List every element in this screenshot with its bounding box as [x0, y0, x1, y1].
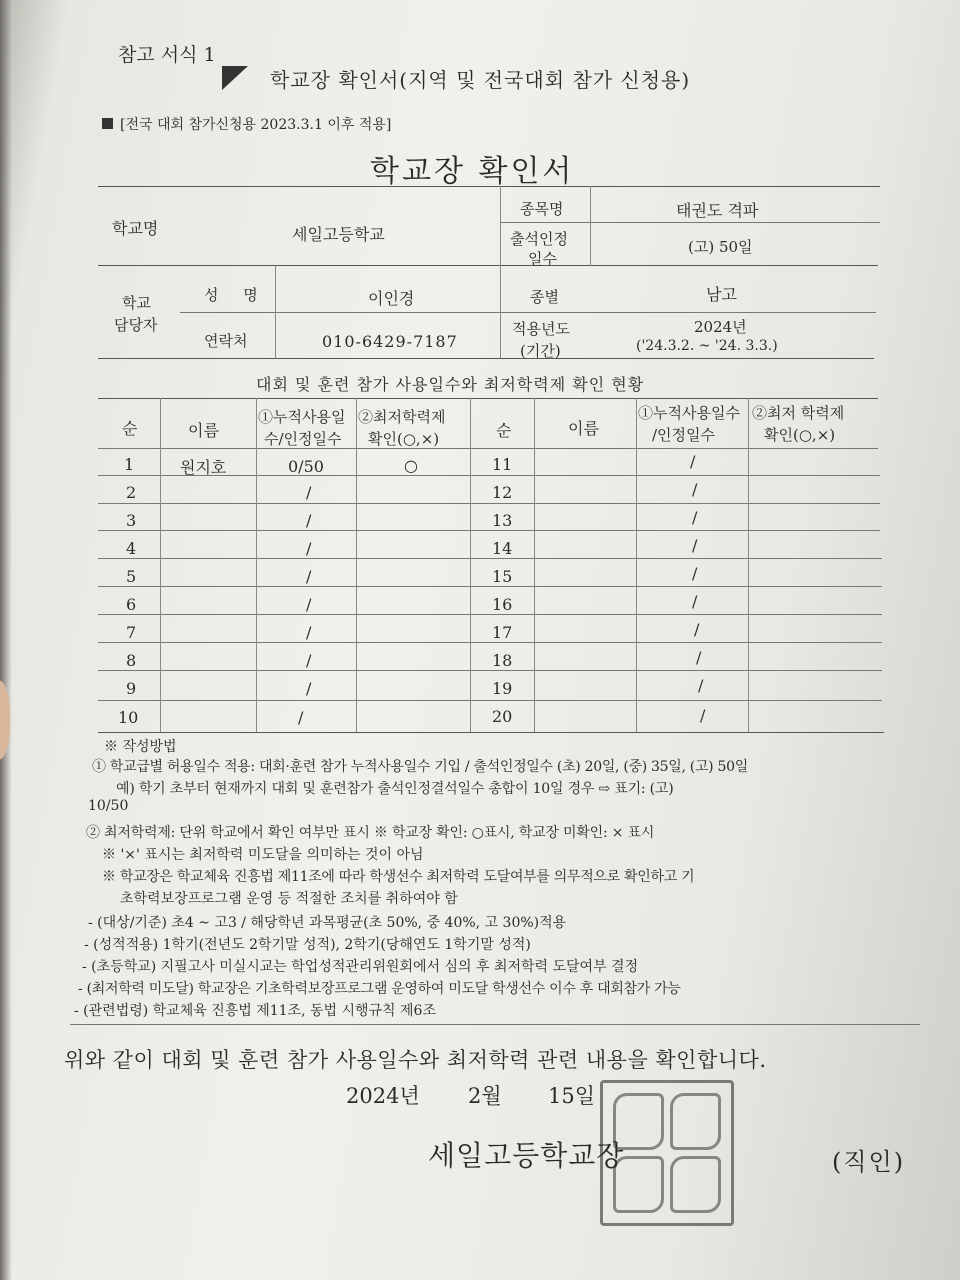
form-title: 학교장 확인서(지역 및 전국대회 참가 신청용) [270, 68, 691, 92]
cell-no-right: 14 [492, 539, 513, 558]
table-row-line [98, 530, 880, 531]
th-check-1: ②최저학력제 [358, 408, 446, 426]
table-row-line [98, 503, 880, 504]
cell-check: ○ [404, 456, 418, 475]
cell-days: / [306, 651, 312, 670]
notes-bottom-border [70, 1024, 920, 1025]
table-row-line [98, 700, 882, 701]
info-top-border [98, 186, 880, 187]
th-days-right-2: /인정일수 [652, 426, 716, 444]
year-value: 2024년 [694, 318, 747, 336]
cell-days-right: / [690, 452, 696, 471]
name-label: 성 명 [204, 286, 268, 304]
cell-days-right: / [692, 536, 698, 555]
note-2d: 초학력보장프로그램 운영 등 적절한 조치를 취하여야 함 [120, 891, 458, 907]
attend-value: (고) 50일 [688, 238, 753, 256]
cell-days: / [306, 623, 312, 642]
info-line [180, 312, 876, 313]
cell-days: / [306, 567, 312, 586]
year-label-2: (기간) [520, 342, 561, 360]
table-row-line [98, 586, 882, 587]
staff-label-2: 담당자 [114, 316, 158, 334]
attend-label-2: 일수 [528, 250, 557, 268]
table-row-line [98, 670, 882, 671]
cell-no-right: 15 [492, 567, 513, 586]
sub-note: [전국 대회 참가신청용 2023.3.1 이후 적용] [120, 117, 392, 133]
cell-no: 1 [124, 455, 135, 474]
note-1c: 10/50 [88, 798, 129, 814]
cell-days-right: / [696, 648, 702, 667]
th-check-right-2: 확인(○,×) [764, 426, 836, 444]
th-days-1: ①누적사용일 [258, 408, 346, 426]
event-label: 종목명 [520, 200, 564, 218]
cell-no-right: 17 [492, 623, 513, 642]
cell-days: / [306, 595, 312, 614]
note-1b: 예) 학기 초부터 현재까지 대회 및 훈련참가 출석인정결석일수 총합이 10일 경우 ⇨ 표기: (고) [116, 781, 674, 797]
cell-no-right: 19 [492, 679, 513, 698]
school-label: 학교명 [112, 219, 159, 238]
cell-days: / [306, 679, 312, 698]
table-caption: 대회 및 훈련 참가 사용일수와 최저학력제 확인 현황 [256, 375, 645, 394]
table-top-border [98, 398, 878, 399]
th-check-2: 확인(○,×) [368, 430, 440, 448]
cell-no: 5 [126, 567, 137, 586]
note-2b: ※ '×' 표시는 최저학력 미도달을 의미하는 것이 아님 [102, 847, 424, 863]
confirmation-statement: 위와 같이 대회 및 훈련 참가 사용일수와 최저학력 관련 내용을 확인합니다. [64, 1048, 767, 1072]
cell-no-right: 12 [492, 483, 513, 502]
cell-days: / [306, 539, 312, 558]
cell-no-right: 20 [492, 707, 513, 726]
contact-value: 010-6429-7187 [322, 332, 458, 351]
date-year: 2024년 [346, 1084, 420, 1108]
date-month: 2월 [468, 1084, 502, 1108]
table-col-divider [356, 398, 357, 732]
info-line [98, 265, 878, 266]
cell-no: 2 [126, 483, 137, 502]
cell-no-right: 11 [492, 455, 513, 474]
th-no: 순 [122, 419, 138, 438]
cell-no: 3 [126, 511, 137, 530]
cell-days-right: / [698, 676, 704, 695]
table-col-divider [160, 398, 161, 732]
th-days-2: 수/인정일수 [264, 430, 342, 448]
notes-heading: ※ 작성방법 [104, 739, 177, 755]
info-divider [275, 266, 276, 358]
signer: 세일고등학교장 [428, 1139, 625, 1172]
triangle-bullet-icon [222, 66, 248, 90]
table-header-border [98, 448, 878, 449]
seal-note: (직인) [832, 1148, 906, 1176]
detail-5: - (관련법령) 학교체육 진흥법 제11조, 동법 시행규칙 제6조 [74, 1003, 436, 1019]
table-col-divider [470, 398, 471, 732]
cell-no: 7 [126, 623, 137, 642]
detail-2: - (성적적용) 1학기(전년도 2학기말 성적), 2학기(당해연도 1학기말 성적) [84, 937, 531, 953]
cell-days-right: / [692, 508, 698, 527]
square-bullet-icon [102, 118, 113, 129]
category-value: 남고 [706, 285, 737, 304]
cell-days: / [306, 511, 312, 530]
attend-label-1: 출석인정 [510, 230, 568, 248]
category-label: 종별 [530, 288, 559, 306]
table-bottom-border [98, 732, 884, 733]
cell-days-right: / [692, 592, 698, 611]
cell-days: 0/50 [288, 457, 324, 476]
cell-days-right: / [692, 564, 698, 583]
form-reference: 참고 서식 1 [118, 44, 216, 66]
th-name: 이름 [188, 421, 219, 440]
table-col-divider [636, 398, 637, 732]
contact-label: 연락처 [204, 332, 248, 350]
cell-days-right: / [700, 706, 706, 725]
table-col-divider [256, 398, 257, 732]
cell-name: 원지호 [180, 458, 227, 477]
th-no-right: 순 [496, 421, 512, 440]
info-divider [590, 186, 591, 266]
name-value: 이인경 [368, 289, 415, 308]
detail-3: - (초등학교) 지필고사 미실시교는 학업성적관리위원회에서 심의 후 최저학력 도달여부 결정 [82, 959, 639, 975]
event-value: 태권도 격파 [676, 201, 759, 220]
cell-no: 4 [126, 539, 137, 558]
detail-4: - (최저학력 미도달) 학교장은 기초학력보장프로그램 운영하여 미도달 학생선수 이수 후 대회참가 가능 [78, 981, 681, 997]
cell-no: 8 [126, 651, 137, 670]
cell-no: 9 [126, 679, 137, 698]
note-1a: ① 학교급별 허용일수 적용: 대회·훈련 참가 누적사용일수 기입 / 출석인정일수 (초) 20일, (중) 35일, (고) 50일 [92, 759, 748, 775]
th-name-right: 이름 [568, 419, 599, 438]
year-label-1: 적용년도 [512, 320, 570, 338]
cell-no-right: 13 [492, 511, 513, 530]
cell-no: 10 [118, 708, 139, 727]
th-days-right-1: ①누적사용일수 [638, 404, 740, 422]
table-row-line [98, 614, 882, 615]
cell-days: / [306, 483, 312, 502]
th-check-right-1: ②최저 학력제 [752, 404, 845, 422]
cell-days-right: / [694, 620, 700, 639]
table-col-divider [534, 398, 535, 732]
main-title: 학교장 확인서 [370, 154, 575, 189]
staff-label-1: 학교 [122, 294, 151, 312]
cell-days: / [298, 708, 304, 727]
date-day: 15일 [548, 1084, 596, 1108]
cell-no-right: 18 [492, 651, 513, 670]
cell-days-right: / [692, 480, 698, 499]
table-row-line [98, 642, 882, 643]
cell-no-right: 16 [492, 595, 513, 614]
page-edge-shadow [0, 0, 12, 1280]
note-2a: ② 최저학력제: 단위 학교에서 확인 여부만 표시 ※ 학교장 확인: ○표시, 학교장 미확인: × 표시 [86, 825, 655, 841]
info-divider [500, 186, 501, 266]
cell-no: 6 [126, 595, 137, 614]
table-row-line [98, 558, 882, 559]
period-value: ('24.3.2. ~ '24. 3.3.) [636, 338, 778, 354]
note-2c: ※ 학교장은 학교체육 진흥법 제11조에 따라 학생선수 최저학력 도달여부를 의무적으로 확인하고 기 [102, 869, 695, 885]
table-col-divider [748, 398, 749, 732]
detail-1: - (대상/기준) 초4 ~ 고3 / 해당학년 과목평균(초 50%, 중 40%, 고 30%)적용 [88, 915, 567, 931]
info-divider [500, 266, 501, 358]
info-line [500, 222, 880, 223]
info-line [98, 358, 874, 359]
school-value: 세일고등학교 [292, 225, 385, 244]
